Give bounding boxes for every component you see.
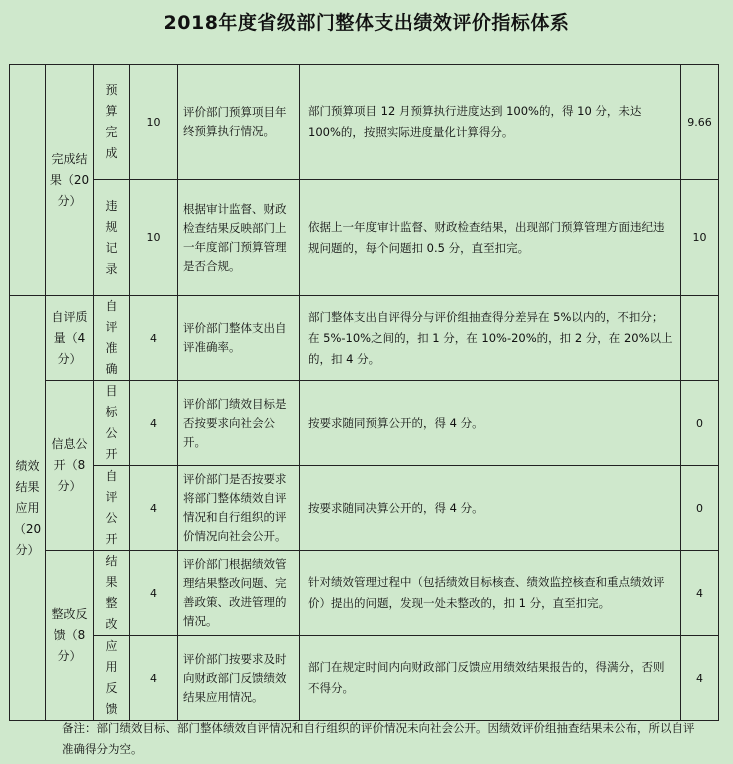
description-cell: 评价部门整体支出自评准确率。: [178, 296, 300, 381]
weight-cell: 10: [130, 65, 178, 180]
weight-cell: 10: [130, 180, 178, 296]
score-cell: 0: [681, 381, 719, 466]
score-cell: 9.66: [681, 65, 719, 180]
criteria-cell: 部门整体支出自评得分与评价组抽查得分差异在 5%以内的，不扣分；在 5%-10%之间的，扣 1 分，在 10%-20%的，扣 2 分，在 20%以上的，扣 4 分。: [300, 296, 681, 381]
category-info-disclosure: [46, 381, 94, 551]
table-row: [10, 381, 719, 466]
table-row: [10, 636, 719, 721]
score-cell: 4: [681, 551, 719, 636]
description-cell: 评价部门是否按要求将部门整体绩效自评情况和自行组织的评价情况向社会公开。: [178, 466, 300, 551]
footnote: 备注：部门绩效目标、部门整体绩效自评情况和自行组织的评价情况未向社会公开。因绩效评价组抽查结果未公布，所以自评准确得分为空。: [62, 721, 695, 756]
score-cell: 4: [681, 636, 719, 721]
table-row: [10, 65, 719, 180]
category-label: 整改反馈（8分）: [51, 607, 88, 663]
score-cell: [681, 296, 719, 381]
weight-cell: 4: [130, 551, 178, 636]
page-title: 2018年度省级部门整体支出绩效评价指标体系: [163, 12, 570, 34]
sub-indicator: 目标公开: [94, 381, 130, 466]
category-label: 绩效结果应用（20分）: [13, 458, 42, 557]
weight-cell: 4: [130, 466, 178, 551]
level1-empty-cell: [10, 65, 46, 296]
description-cell: 评价部门根据绩效管理结果整改问题、完善政策、改进管理的情况。: [178, 551, 300, 636]
category-completion: [46, 65, 94, 296]
sub-indicator: 预算完成: [94, 65, 130, 180]
score-cell: 0: [681, 466, 719, 551]
category-self-eval-quality: [46, 296, 94, 381]
category-result-application: [10, 296, 46, 721]
category-label: 信息公开（8分）: [51, 437, 88, 493]
weight-cell: 4: [130, 296, 178, 381]
table-row: [10, 551, 719, 636]
description-cell: 根据审计监督、财政检查结果反映部门上一年度部门预算管理是否合规。: [178, 180, 300, 296]
weight-cell: 4: [130, 381, 178, 466]
criteria-cell: 部门在规定时间内向财政部门反馈应用绩效结果报告的，得满分，否则不得分。: [300, 636, 681, 721]
criteria-cell: 部门预算项目 12 月预算执行进度达到 100%的，得 10 分，未达 100%的，按照实际进度量化计算得分。: [300, 65, 681, 180]
category-label: 完成结果（20分）: [49, 151, 90, 208]
category-rectify-feedback: [46, 551, 94, 721]
criteria-cell: 按要求随同决算公开的，得 4 分。: [300, 466, 681, 551]
category-label: 自评质量（4分）: [51, 309, 88, 366]
weight-cell: 4: [130, 636, 178, 721]
table-row: [10, 180, 719, 296]
criteria-cell: 按要求随同预算公开的，得 4 分。: [300, 381, 681, 466]
sub-indicator: 违规记录: [94, 180, 130, 296]
sub-indicator: 自评准确: [94, 296, 130, 381]
criteria-cell: 针对绩效管理过程中（包括绩效目标核查、绩效监控核查和重点绩效评价）提出的问题，发现一处未整改的，扣 1 分，直至扣完。: [300, 551, 681, 636]
table-row: [10, 466, 719, 551]
description-cell: 评价部门按要求及时向财政部门反馈绩效结果应用情况。: [178, 636, 300, 721]
description-cell: 评价部门绩效目标是否按要求向社会公开。: [178, 381, 300, 466]
score-cell: 10: [681, 180, 719, 296]
indicator-table: [9, 64, 719, 721]
criteria-cell: 依据上一年度审计监督、财政检查结果，出现部门预算管理方面违纪违规问题的，每个问题扣 0.5 分，直至扣完。: [300, 180, 681, 296]
sub-indicator: 自评公开: [94, 466, 130, 551]
description-cell: 评价部门预算项目年终预算执行情况。: [178, 65, 300, 180]
sub-indicator: 结果整改: [94, 551, 130, 636]
table-row: [10, 296, 719, 381]
sub-indicator: 应用反馈: [94, 636, 130, 721]
